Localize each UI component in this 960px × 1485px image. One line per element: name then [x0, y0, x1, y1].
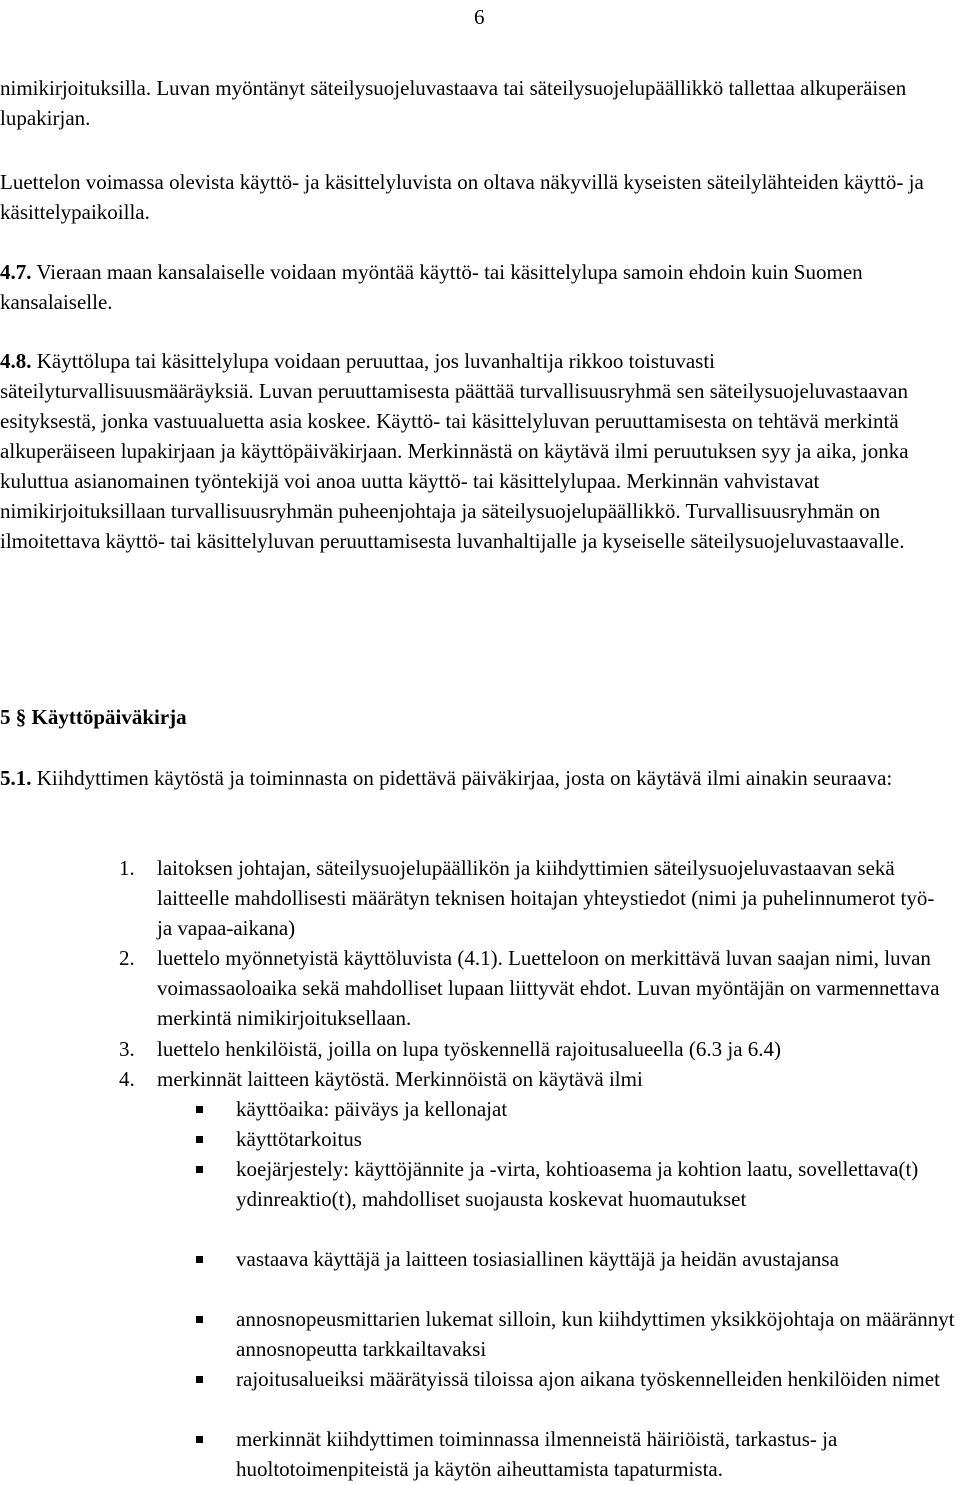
list-item: [119, 1064, 949, 1094]
bullet-item: [196, 1244, 956, 1274]
section-5-heading: 5 § Käyttöpäiväkirja: [0, 705, 187, 729]
bullet-item: [196, 1094, 956, 1124]
square-bullet-icon: [196, 1376, 203, 1383]
bullet-text: käyttötarkoitus: [236, 1127, 362, 1151]
square-bullet-icon: [196, 1256, 203, 1263]
section-4-7: [0, 257, 935, 317]
square-bullet-icon: [196, 1436, 203, 1443]
section-5-1: [0, 763, 940, 793]
list-number: 4.: [119, 1067, 135, 1091]
bullet-text: vastaava käyttäjä ja laitteen tosiasiallinen käyttäjä ja heidän avustajansa: [236, 1247, 839, 1271]
list-number: 2.: [119, 946, 135, 970]
bullet-item: [196, 1304, 956, 1364]
list-text: luettelo myönnetyistä käyttöluvista (4.1). Luetteloon on merkittävä luvan saajan nimi, luvan voimassaoloaika sekä mahdolliset lupaan liittyvät ehdot. Luvan myöntäjän on varmennettava merkintä nimikirjoituksellaan.: [157, 946, 940, 1030]
list-item: [119, 1034, 949, 1064]
section-number: 4.8.: [0, 349, 32, 373]
list-item: [119, 853, 949, 943]
page-number: 6: [474, 5, 485, 29]
bullet-text: koejärjestely: käyttöjännite ja -virta, kohtioasema ja kohtion laatu, sovellettava(t) ydinreaktio(t), mahdolliset suojausta koskevat huomautukset: [236, 1157, 919, 1211]
section-4-8: [0, 346, 940, 556]
bullet-item: [196, 1124, 956, 1154]
bullet-item: [196, 1364, 956, 1394]
bullet-item: [196, 1154, 956, 1214]
list-text: merkinnät laitteen käytöstä. Merkinnöistä on käytävä ilmi: [157, 1067, 643, 1091]
list-item: [119, 943, 949, 1033]
paragraph-luettelo: Luettelon voimassa olevista käyttö- ja käsittelyluvista on oltava näkyvillä kyseisten säteilylähteiden käyttö- ja käsittelypaikoilla.: [0, 170, 924, 224]
square-bullet-icon: [196, 1136, 203, 1143]
bullet-text: annosnopeusmittarien lukemat silloin, kun kiihdyttimen yksikköjohtaja on määrännyt annosnopeutta tarkkailtavaksi: [236, 1307, 955, 1361]
list-number: 1.: [119, 856, 135, 880]
section-number: 5.1.: [0, 766, 32, 790]
square-bullet-icon: [196, 1106, 203, 1113]
bullet-item: [196, 1424, 956, 1484]
section-number: 4.7.: [0, 260, 32, 284]
bullet-text: rajoitusalueiksi määrätyissä tiloissa ajon aikana työskennelleiden henkilöiden nimet: [236, 1367, 940, 1391]
square-bullet-icon: [196, 1316, 203, 1323]
paragraph-intro: nimikirjoituksilla. Luvan myöntänyt säteilysuojeluvastaava tai säteilysuojelupäällikkö tallettaa alkuperäisen lupakirjan.: [0, 76, 907, 130]
square-bullet-icon: [196, 1166, 203, 1173]
section-text: Vieraan maan kansalaiselle voidaan myöntää käyttö- tai käsittelylupa samoin ehdoin kuin Suomen kansalaiselle.: [0, 260, 863, 314]
list-text: luettelo henkilöistä, joilla on lupa työskennellä rajoitusalueella (6.3 ja 6.4): [157, 1037, 782, 1061]
list-number: 3.: [119, 1037, 135, 1061]
bullet-text: merkinnät kiihdyttimen toiminnassa ilmenneistä häiriöistä, tarkastus- ja huoltotoimenpiteistä ja käytön aiheuttamista tapaturmista.: [236, 1427, 838, 1481]
section-text: Käyttölupa tai käsittelylupa voidaan peruuttaa, jos luvanhaltija rikkoo toistuvasti säteilyturvallisuusmääräyksiä. Luvan peruuttamisesta päättää turvallisuusryhmä sen säteilysuojeluvastaavan esityksestä, jonka vastuualuetta asia koskee. Käyttö- tai käsittelyluvan peruuttamisesta on tehtävä merkintä alkuperäiseen lupakirjaan ja käyttöpäiväkirjaan. Merkinnästä on käytävä ilmi peruutuksen syy ja aika, jonka kuluttua asianomainen työntekijä voi anoa uutta käyttö- tai käsittelylupaa. Merkinnän vahvistavat nimikirjoituksillaan turvallisuusryhmän puheenjohtaja ja säteilysuojelupäällikkö. Turvallisuusryhmän on ilmoitettava käyttö- tai käsittelyluvan peruuttamisesta luvanhaltijalle ja kyseiselle säteilysuojeluvastaavalle.: [0, 349, 909, 553]
section-text: Kiihdyttimen käytöstä ja toiminnasta on pidettävä päiväkirjaa, josta on käytävä ilmi ainakin seuraava:: [36, 766, 893, 790]
bullet-text: käyttöaika: päiväys ja kellonajat: [236, 1097, 508, 1121]
list-text: laitoksen johtajan, säteilysuojelupäällikön ja kiihdyttimien säteilysuojeluvastaavan sekä laitteelle mahdollisesti määrätyn teknisen hoitajan yhteystiedot (nimi ja puhelinnumerot työ- ja vapaa-aikana): [157, 856, 935, 940]
